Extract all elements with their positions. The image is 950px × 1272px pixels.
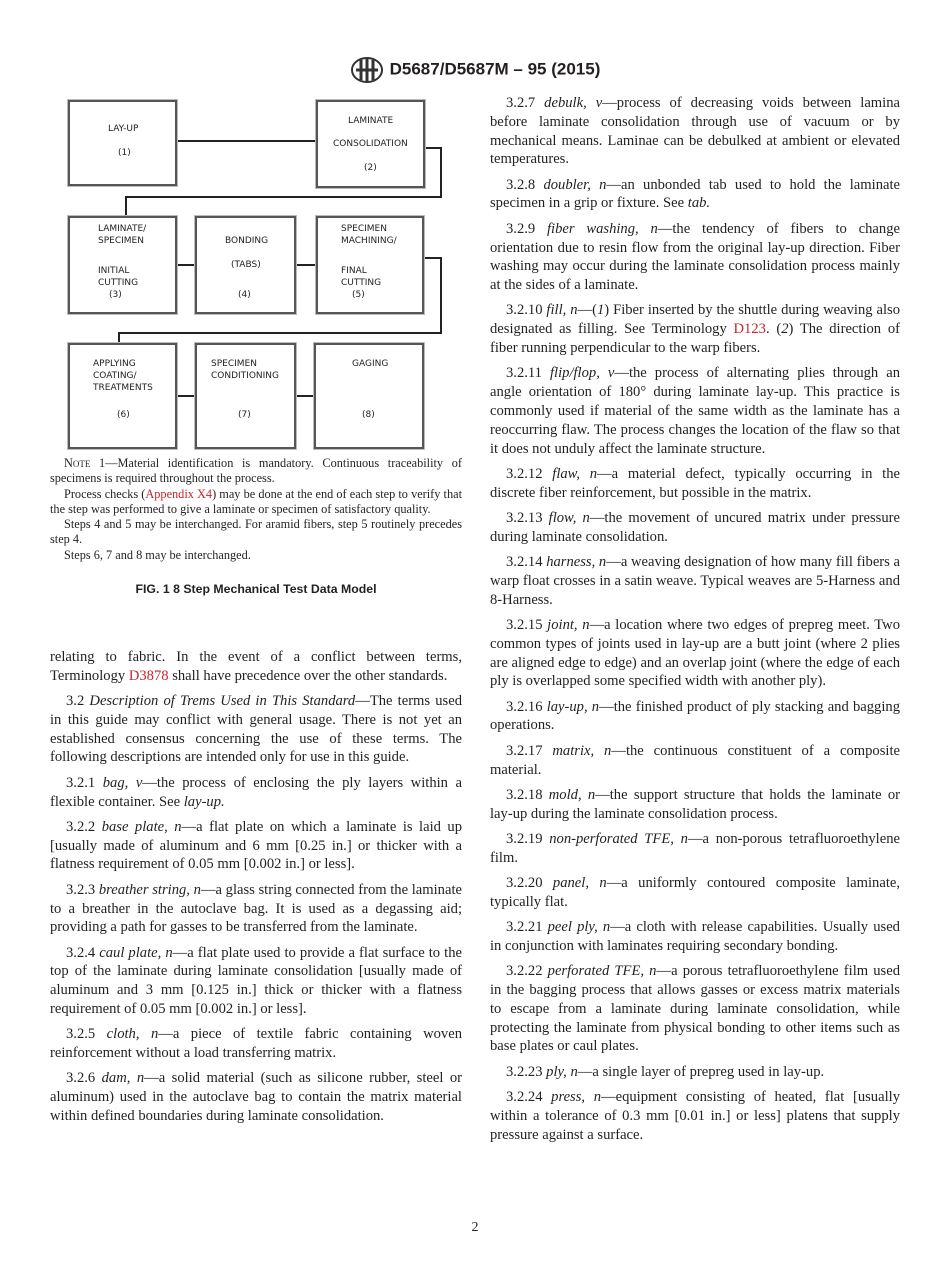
term: 1 — [597, 302, 605, 319]
connector — [440, 147, 442, 197]
paragraph — [490, 509, 900, 547]
paragraph — [50, 1025, 462, 1063]
astm-logo-icon — [350, 56, 384, 84]
term: mold, n — [548, 786, 596, 803]
box-number: (7) — [238, 410, 251, 420]
text: 3.2.5 — [66, 1026, 107, 1043]
term: panel, n — [552, 874, 607, 891]
paragraph — [490, 1088, 900, 1144]
text: 3.2.22 — [506, 963, 548, 980]
text: ) Fiber inserted by the shuttle during weaving also designated as filling. See Terminology — [490, 302, 901, 338]
term: harness, n — [546, 554, 607, 571]
text: shall have precedence over the other standards. — [168, 667, 448, 684]
text: 3.2.17 — [506, 742, 553, 759]
text: —a solid material (such as silicone rubber, steel or aluminum) used in the autoclave bag to contain the matrix material within defined boundaries during laminate consolidation. — [50, 1070, 462, 1125]
term: tab. — [687, 195, 711, 212]
paragraph — [50, 881, 462, 937]
document-title: D5687/D5687M – 95 (2015) — [389, 59, 601, 79]
connector — [177, 264, 195, 266]
connector — [118, 332, 442, 334]
connector — [177, 395, 195, 397]
box-label: GAGING — [352, 359, 389, 369]
box-number: (3) — [109, 290, 122, 300]
paragraph — [50, 517, 462, 548]
step-box-specimen-conditioning — [195, 343, 296, 449]
connector — [177, 140, 316, 142]
paragraph — [490, 786, 900, 824]
figure-caption: FIG. 1 8 Step Mechanical Test Data Model — [135, 582, 377, 596]
term: non-perforated TFE, n — [549, 830, 688, 847]
paragraph — [490, 301, 900, 357]
paragraph — [50, 774, 462, 812]
text: —a flat plate used to provide a flat surface to the top of the laminate during laminate consolidation [usually made of aluminum and 3 mm [0.125 in.] thick or thicker with a flatness requirement of 0.05 mm [0.002 in.] or less]. — [50, 944, 462, 1018]
box-number: (8) — [362, 410, 375, 420]
box-label: CUTTING — [341, 278, 382, 288]
box-label: LAY-UP — [108, 124, 139, 134]
paragraph — [490, 364, 900, 458]
text: —an unbonded tab used to hold the laminate specimen in a grip or fixture. See — [490, 176, 901, 212]
term: press, n — [551, 1088, 602, 1105]
paragraph — [50, 944, 462, 1019]
connector — [425, 147, 441, 149]
connector — [424, 257, 441, 259]
paragraph — [490, 918, 900, 956]
box-number: (6) — [117, 410, 130, 420]
text: —Material identification is mandatory. Continuous traceability of specimens is required throughout the process. — [50, 456, 462, 486]
text: 3.2.15 — [506, 616, 548, 633]
box-label: APPLYING — [93, 359, 136, 369]
term: joint, n — [547, 616, 590, 633]
text: —a porous tetrafluoroethylene film used in the bagging process that allows gasses or excess matrix materials to escape from a laminate during laminate consolidation, while protecting the laminate from physical bonding to other items such as base plates or caul plates. — [490, 963, 901, 1055]
paragraph — [490, 1063, 900, 1082]
paragraph — [50, 648, 462, 686]
term: Description of Trems Used in This Standard — [89, 693, 356, 710]
reference-link[interactable]: D3878 — [128, 667, 169, 684]
text: —a glass string connected from the laminate to a breather in the autoclave bag. It is used as a degassing aid; providing a path for gasses to be transferred from the laminate. — [50, 881, 462, 936]
text: —( — [577, 302, 597, 319]
paragraph — [50, 487, 462, 518]
paragraph — [490, 962, 900, 1056]
step-box-applying-coating — [68, 343, 177, 449]
box-label: SPECIMEN — [211, 359, 257, 369]
term: caul plate, n — [99, 944, 173, 961]
paragraph — [490, 94, 900, 169]
connector — [125, 196, 442, 198]
text: ) may be done at the end of each step to verify that the step was performed to give a laminate or specimen of satisfactory quality. — [50, 486, 462, 516]
text: 3.2.9 — [506, 220, 547, 237]
left-column — [50, 648, 462, 1132]
text: 3.2.4 — [66, 944, 100, 961]
term: doubler, n — [543, 176, 607, 193]
paragraph — [50, 548, 462, 563]
term: 2 — [781, 321, 789, 338]
text: —a single layer of prepreg used in lay-up. — [577, 1063, 825, 1080]
text: —a location where two edges of prepreg meet. Two common types of joints used in lay-up are a butt joint (where 2 plies are aligned edge to edge) and an overlap joint (where the edge of each ply is overlapped some specified width with another ply). — [490, 616, 900, 690]
text: —a cloth with release capabilities. Usually used in conjunction with laminates requiring secondary bonding. — [490, 919, 900, 954]
connector — [125, 196, 127, 217]
paragraph — [490, 465, 900, 503]
text: 3.2.6 — [66, 1070, 102, 1087]
reference-link[interactable]: D123 — [733, 321, 766, 338]
step-box-gaging — [314, 343, 424, 449]
term: base plate, n — [101, 818, 182, 835]
text: 3.2.11 — [506, 365, 550, 382]
text: 3.2.3 — [66, 881, 99, 898]
text: —a uniformly contoured composite laminate, typically flat. — [490, 874, 900, 910]
paragraph — [490, 830, 900, 868]
term: flow, n — [548, 509, 590, 526]
box-label: CONDITIONING — [211, 371, 280, 381]
text: —the process of alternating plies through an angle orientation of 180° during laminate lay-up. This practice is commonly used if material of the same width as the laminate has a reoccurring flaw. The process changes the location of the flaw so that it does not unduly affect the laminate structure. — [490, 365, 901, 457]
term: bag, v — [102, 774, 143, 791]
term: fiber washing, n — [547, 220, 658, 237]
text: 3.2.7 — [506, 95, 545, 111]
box-label: (TABS) — [231, 260, 261, 270]
paragraph — [490, 176, 900, 214]
text: 3.2.24 — [506, 1088, 552, 1105]
text: . ( — [765, 321, 782, 338]
box-label: COATING/ — [93, 371, 137, 381]
term: dam, n — [101, 1070, 145, 1087]
text: Steps 6, 7 and 8 may be interchanged. — [64, 547, 251, 562]
term: breather string, n — [98, 881, 201, 898]
step-box-bonding — [195, 216, 296, 314]
term: debulk, v — [544, 95, 603, 111]
text: 3.2.20 — [506, 874, 553, 891]
term: fill, n — [546, 302, 578, 319]
step-box-final-cutting — [316, 216, 424, 314]
step-box-laminate-consolidation — [316, 100, 425, 188]
term: flip/flop, v — [549, 365, 615, 382]
text: —the finished product of ply stacking and bagging operations. — [490, 698, 900, 734]
text: 3.2.14 — [506, 554, 547, 571]
figure-notes — [50, 456, 462, 563]
text: 3.2 — [66, 693, 90, 710]
text: 3.2.18 — [506, 786, 549, 803]
text: 3.2.21 — [506, 919, 548, 936]
paragraph — [490, 553, 900, 609]
box-label: LAMINATE — [348, 116, 394, 126]
term: lay-up, n — [546, 698, 600, 715]
paragraph — [50, 1069, 462, 1125]
text: —a piece of textile fabric containing woven reinforcement without a load transferring matrix. — [50, 1026, 462, 1062]
box-label: INITIAL — [98, 266, 130, 276]
term: cloth, n — [106, 1026, 159, 1043]
term: lay-up. — [183, 793, 225, 810]
text: —the support structure that holds the laminate or lay-up during the laminate consolidation process. — [490, 786, 900, 822]
paragraph — [490, 616, 900, 691]
text: 3.2.1 — [66, 774, 103, 791]
text: Steps 4 and 5 may be interchanged. For aramid fibers, step 5 routinely precedes step 4. — [50, 517, 462, 547]
box-label: MACHINING/ — [341, 236, 397, 246]
paragraph — [50, 818, 462, 874]
text: —a weaving designation of how many fill fibers a warp float crosses in a satin weave. Typical weaves are 5-Harness and 8-Harness. — [490, 554, 901, 608]
reference-link[interactable]: Appendix X4 — [145, 486, 213, 501]
box-label: SPECIMEN — [98, 236, 144, 246]
box-label: BONDING — [225, 236, 269, 246]
box-label: TREATMENTS — [93, 383, 153, 393]
box-label: CONSOLIDATION — [333, 139, 408, 149]
text: —equipment consisting of heated, flat [usually within a tolerance of 0.3 mm [0.01 in.] or less] platens that supply pressure against a surface. — [490, 1088, 900, 1143]
text: —The terms used in this guide may conflict with general usage. There is not yet an established consensus concerning the use of these terms. The following descriptions are intended only for use in this guide. — [50, 693, 462, 766]
right-column — [490, 94, 900, 1151]
text: 3.2.19 — [506, 830, 550, 847]
box-number: (2) — [364, 163, 377, 173]
term: ply, n — [546, 1063, 578, 1080]
text: 3.2.12 — [506, 465, 553, 482]
text: 3.2.23 — [506, 1063, 547, 1080]
text: —the movement of uncured matrix under pressure during laminate consolidation. — [490, 509, 900, 545]
text: —the process of enclosing the ply layers within a flexible container. See — [50, 774, 462, 810]
page-header — [0, 56, 950, 84]
text: relating to fabric. In the event of a conflict between terms, Terminology — [50, 649, 462, 684]
text: —a flat plate on which a laminate is laid up [usually made of aluminum and 6 mm [0.25 in.] or thicker with a flatness requirement of 0.05 mm [0.002 in.] or less]. — [50, 818, 462, 873]
box-number: (5) — [352, 290, 365, 300]
text: —the continuous constituent of a composite material. — [490, 742, 900, 778]
paragraph — [490, 698, 900, 736]
paragraph — [490, 742, 900, 780]
note-label: Note 1 — [64, 456, 106, 470]
box-label: FINAL — [341, 266, 367, 276]
step-box-lay-up — [68, 100, 177, 186]
text: ) The direction of fiber running perpendicular to the warp fibers. — [490, 321, 900, 357]
text: 3.2.2 — [66, 818, 102, 835]
box-number: (4) — [238, 290, 251, 300]
paragraph — [50, 692, 462, 767]
box-label: SPECIMEN — [341, 224, 387, 234]
box-label: LAMINATE/ — [98, 224, 147, 234]
text: —a material defect, typically occurring in the discrete fiber reinforcement, but possible in the matrix. — [490, 465, 900, 501]
term: matrix, n — [552, 742, 612, 759]
text: Process checks ( — [64, 486, 146, 501]
connector — [296, 395, 314, 397]
connector — [440, 257, 442, 334]
page-number: 2 — [471, 1220, 479, 1235]
text: —process of decreasing voids between lamina before laminate consolidation through use of vacuum or by mechanical means. Laminae can be debulked at ambient or elevated temperatures. — [490, 95, 900, 168]
step-box-initial-cutting — [68, 216, 177, 314]
paragraph — [490, 874, 900, 912]
term: peel ply, n — [547, 919, 611, 936]
term: flaw, n — [552, 465, 598, 482]
text: 3.2.10 — [506, 302, 547, 319]
text: 3.2.13 — [506, 509, 549, 526]
text: 3.2.16 — [506, 698, 547, 715]
paragraph — [490, 220, 900, 295]
box-label: CUTTING — [98, 278, 139, 288]
text: 3.2.8 — [506, 176, 544, 193]
text: —the tendency of fibers to change orientation due to resin flow from the original lay-up direction. Fiber washing may occur during the laminate consolidation process mainly at the sides of a laminate. — [490, 220, 900, 294]
box-number: (1) — [118, 148, 131, 158]
paragraph — [50, 456, 462, 487]
text: —a non-porous tetrafluoroethylene film. — [490, 830, 900, 866]
connector — [296, 264, 316, 266]
term: perforated TFE, n — [547, 963, 657, 980]
